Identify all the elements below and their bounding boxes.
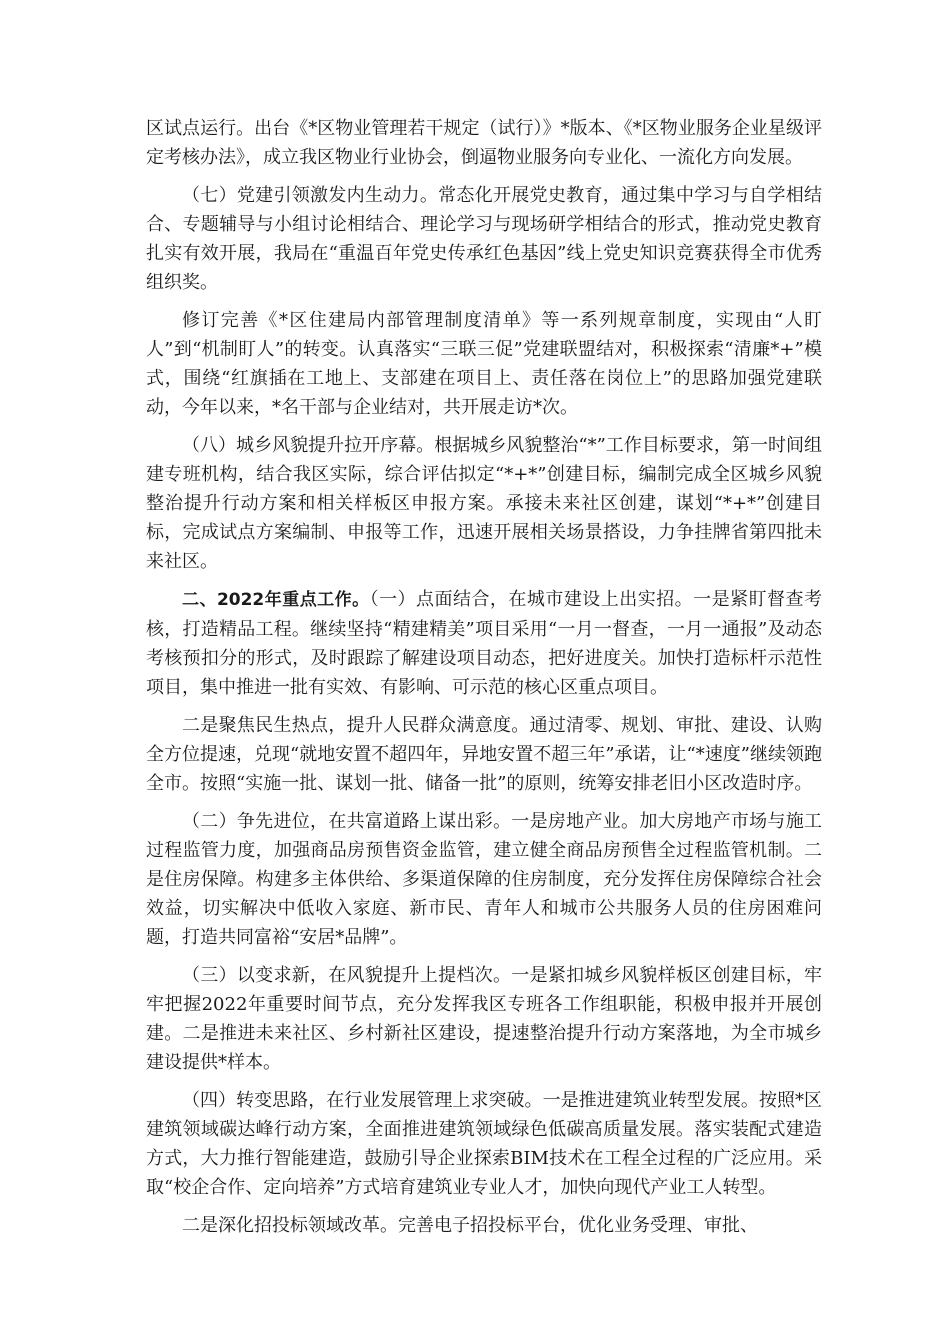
document-page xyxy=(146,114,822,1249)
paragraph-property-regulations: 区试点运行。出台《*区物业管理若干规定（试行）》*版本、《*区物业服务企业星级评定考核办法》，成立我区物业行业协会，倒逼物业服务向专业化、一流化方向发展。 xyxy=(146,118,822,168)
paragraph-internal-management: 修订完善《*区住建局内部管理制度清单》等一系列规章制度，实现由“人盯人”到“机制盯人”的转变。认真落实“三联三促”党建联盟结对，积极探索“清廉*+”模式，围绕“红旗插在工地上、支部建在项目上、责任落在岗位上”的思路加强党建联动，今年以来，*名干部与企业结对，共开展走访*次。 xyxy=(146,310,822,418)
section-heading-2022: 二、2022年重点工作。 xyxy=(182,590,370,610)
paragraph-2022-key-work-text: （一）点面结合，在城市建设上出实招。一是紧盯督查考核，打造精品工程。继续坚持“精建精美”项目采用“一月一督查，一月一通报”及动态考核预扣分的形式，及时跟踪了解建设项目动态，把好进度关。加快打造标杆示范性项目，集中推进一批有实效、有影响、可示范的核心区重点项目。 xyxy=(146,589,822,698)
paragraph-urban-rural-style: （八）城乡风貌提升拉开序幕。根据城乡风貌整治“*”工作目标要求，第一时间组建专班机构，结合我区实际，综合评估拟定“*+*”创建目标，编制完成全区城乡风貌整治提升行动方案和相关样板区申报方案。承接未来社区创建，谋划“*+*”创建目标，完成试点方案编制、申报等工作，迅速开展相关场景搭设，力争挂牌省第四批未来社区。 xyxy=(146,435,822,572)
paragraph-style-upgrade: （三）以变求新，在风貌提升上提档次。一是紧扣城乡风貌样板区创建目标，牢牢把握2022年重要时间节点，充分发挥我区专班各工作组职能，积极申报并开展创建。二是推进未来社区、乡村新社区建设，提速整治提升行动方案落地，为全市城乡建设提供*样本。 xyxy=(146,965,822,1073)
paragraph-common-prosperity: （二）争先进位，在共富道路上谋出彩。一是房地产业。加大房地产市场与施工过程监管力度，加强商品房预售资金监管，建立健全商品房预售全过程监管机制。二是住房保障。构建多主体供给、多渠道保障的住房制度，充分发挥住房保障综合社会效益，切实解决中低收入家庭、新市民、青年人和城市公共服务人员的住房困难问题，打造共同富裕“安居*品牌”。 xyxy=(146,811,822,948)
paragraph-industry-development: （四）转变思路，在行业发展管理上求突破。一是推进建筑业转型发展。按照*区建筑领域碳达峰行动方案，全面推进建筑领域绿色低碳高质量发展。落实装配式建造方式，大力推行智能建造，鼓励引导企业探索BIM技术在工程全过程的广泛应用。采取“校企合作、定向培养”方式培育建筑业专业人才，加快向现代产业工人转型。 xyxy=(146,1090,822,1198)
paragraph-bidding-reform: 二是深化招投标领域改革。完善电子招投标平台，优化业务受理、审批、 xyxy=(182,1215,758,1236)
paragraph-livelihood: 二是聚焦民生热点，提升人民群众满意度。通过清零、规划、审批、建设、认购全方位提速，兑现“就地安置不超四年，异地安置不超三年”承诺，让“*速度”继续领跑全市。按照“实施一批、谋划一批、储备一批”的原则，统筹安排老旧小区改造时序。 xyxy=(146,715,822,794)
paragraph-party-building: （七）党建引领激发内生动力。常态化开展党史教育，通过集中学习与自学相结合、专题辅导与小组讨论相结合、理论学习与现场研学相结合的形式，推动党史教育扎实有效开展，我局在“重温百年党史传承红色基因”线上党史知识竞赛获得全市优秀组织奖。 xyxy=(146,185,822,293)
paragraph-2022-key-work xyxy=(146,585,822,702)
